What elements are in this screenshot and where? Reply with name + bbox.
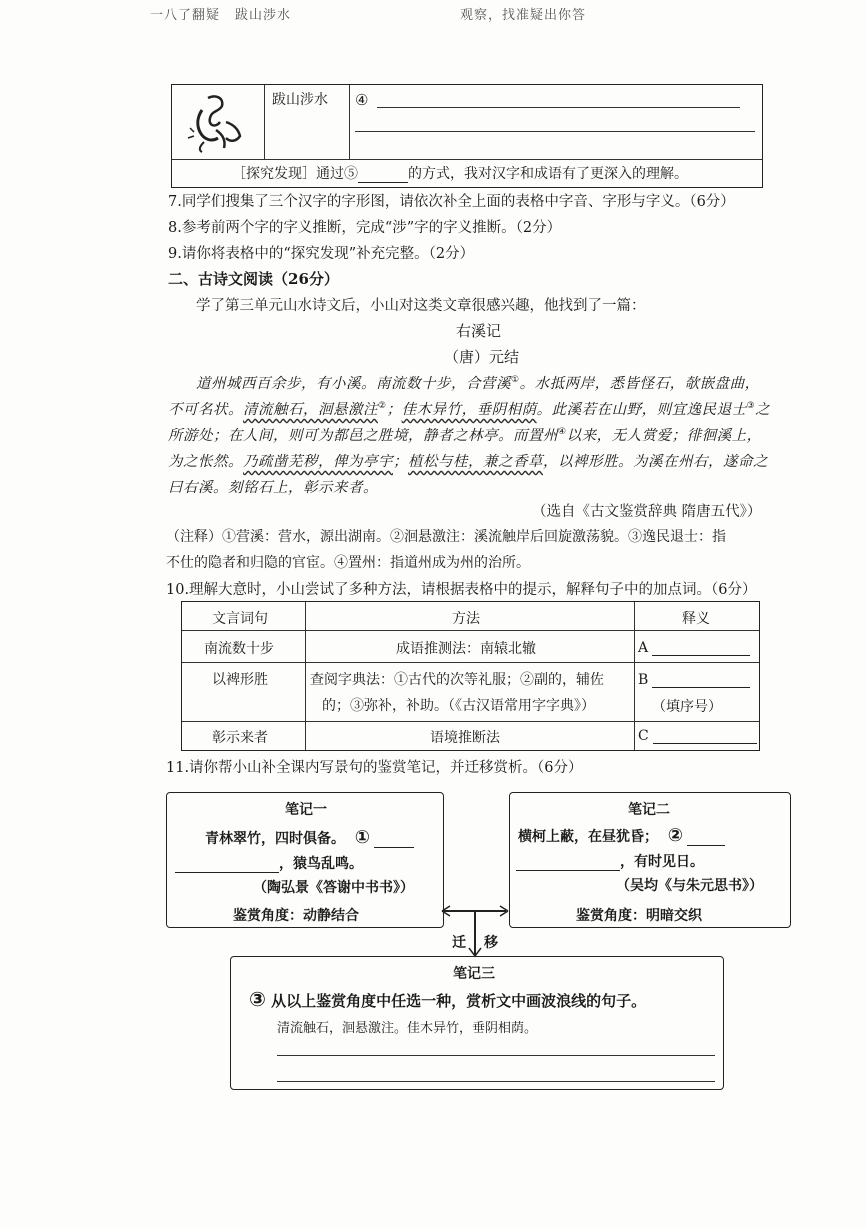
answer-2-blank-2[interactable]	[516, 870, 620, 871]
note-three-title: 笔记三	[453, 966, 495, 982]
question-7: 7.同学们搜集了三个汉字的字形图，请依次补全上面的表格中字音、字形与字义。（6分）	[168, 194, 735, 210]
question-8: 8.参考前两个字的字义推断，完成“涉”字的字义推断。（2分）	[168, 220, 562, 236]
wavy-sentence-2: 佳木异竹，垂阴相荫	[401, 402, 537, 418]
row2-phrase: 以裨形胜	[212, 672, 268, 688]
passage-line-3: 所游处；在人间，则可为都邑之胜境，静者之林亭。而置州④以来，无人赏爱；徘徊溪上，	[168, 427, 762, 444]
passage-line-2: 不可名状。清流触石，洄悬激注②；佳木异竹，垂阴相荫。此溪若在山野，则宜逸民退士③之	[168, 401, 771, 418]
answer-4-label: ④	[355, 91, 369, 109]
note-one-box	[166, 792, 444, 928]
note-one-line-2: ，猿鸟乱鸣。	[175, 853, 363, 873]
notes-line-2: 不仕的隐者和归隐的官宦。④置州：指道州成为州的治所。	[166, 555, 530, 571]
character-table	[171, 84, 763, 188]
wavy-sentence-4: 植松与桂，兼之香草	[408, 454, 543, 470]
row2-answer-note: （填序号）	[652, 699, 722, 715]
row2-method-1: 查阅字典法：①古代的次等礼服；②副的，辅佐	[310, 672, 604, 688]
row1-method: 成语推测法：南辕北辙	[396, 641, 536, 657]
answer-3-line-2[interactable]	[277, 1081, 715, 1082]
note-two-line-1: 横柯上蔽，在昼犹昏； ②	[518, 825, 725, 846]
note-one-title: 笔记一	[285, 802, 327, 818]
header-phrase: 文言词句	[212, 611, 268, 627]
question-10: 10.理解大意时，小山尝试了多种方法，请根据表格中的提示，解释句子中的加点词。（6分）	[166, 582, 757, 598]
row2-method-2: 的；③弥补，补助。（《古汉语常用字字典》）	[322, 698, 595, 714]
answer-5-blank[interactable]	[358, 182, 408, 183]
note-one-line-1: 青林翠竹，四时俱备。 ①	[205, 827, 414, 848]
row1-answer: A	[638, 640, 750, 656]
passage-author: （唐）元结	[444, 348, 520, 366]
row1-phrase: 南流数十步	[204, 641, 274, 657]
answer-b-blank[interactable]	[652, 687, 750, 688]
note-three-sentence: 清流触石，洄悬激注。佳木异竹，垂阴相荫。	[277, 1021, 538, 1036]
answer-4-line[interactable]	[377, 107, 740, 108]
note-two-box	[509, 792, 791, 928]
passage-line-5: 曰右溪。刻铭石上，彰示来者。	[168, 480, 378, 496]
note-two-source: （吴均《与朱元思书》）	[616, 878, 763, 894]
top-strip-text-2: 跋山涉水	[235, 8, 292, 23]
row2-answer: B	[638, 672, 750, 688]
top-strip-text-1: 一八了翻疑	[150, 8, 221, 23]
note-one-source: （陶弘景《答谢中书书》）	[253, 880, 414, 896]
ancient-glyph-image	[186, 92, 246, 154]
idiom-word: 跋山涉水	[272, 92, 328, 108]
transfer-label-1: 迁	[452, 935, 466, 951]
method-table	[181, 601, 760, 751]
note-three-prompt: ③ 从以上鉴赏角度中任选一种，赏析文中画波浪线的句子。	[249, 987, 647, 1011]
wavy-sentence-1: 清流触石，洄悬激注	[243, 402, 378, 418]
answer-c-blank[interactable]	[653, 743, 757, 744]
answer-2-blank[interactable]	[687, 845, 725, 846]
answer-4-line-2[interactable]	[355, 131, 755, 132]
passage-line-1: 道州城西百余步，有小溪。南流数十步，合营溪①。水抵两岸，悉皆怪石，欹嵌盘曲，	[196, 375, 760, 392]
transfer-label-2: 移	[484, 935, 498, 951]
explore-finding: ［探究发现］通过⑤ 的方式，我对汉字和成语有了更深入的理解。	[232, 166, 688, 182]
note-one-angle: 鉴赏角度：动静结合	[233, 908, 359, 924]
note-two-title: 笔记二	[628, 802, 670, 818]
note-three-box	[230, 956, 724, 1090]
note-two-line-2: ，有时见日。	[516, 851, 704, 871]
answer-a-blank[interactable]	[652, 655, 750, 656]
notes-line-1: （注释）①营溪：营水，源出湖南。②洄悬激注：溪流触岸后回旋激荡貌。③逸民退士：指	[166, 529, 726, 545]
answer-3-line-1[interactable]	[277, 1055, 715, 1056]
row3-answer: C	[638, 728, 757, 744]
answer-1-blank[interactable]	[374, 847, 414, 848]
header-method: 方法	[452, 611, 480, 627]
question-11: 11.请你帮小山补全课内写景句的鉴赏笔记，并迁移赏析。（6分）	[166, 760, 583, 776]
note-two-angle: 鉴赏角度：明暗交织	[576, 908, 702, 924]
passage-title: 右溪记	[456, 322, 502, 340]
section-heading: 二、古诗文阅读（26分）	[168, 270, 339, 288]
row3-phrase: 彰示来者	[212, 730, 268, 746]
wavy-sentence-3: 乃疏凿芜秽，俾为亭宇	[243, 454, 393, 470]
passage-line-4: 为之怅然。乃疏凿芜秽，俾为亭宇；植松与桂，兼之香草，以裨形胜。为溪在州右，遂命之	[168, 454, 768, 470]
question-9: 9.请你将表格中的“探究发现”补充完整。（2分）	[168, 246, 475, 262]
top-strip-text-3: 观察，找准疑出你答	[460, 8, 587, 23]
header-meaning: 释义	[682, 611, 710, 627]
row3-method: 语境推断法	[430, 730, 500, 746]
passage-source: （选自《古文鉴赏辞典 隋唐五代》）	[532, 504, 762, 520]
section-intro: 学了第三单元山水诗文后，小山对这类文章很感兴趣，他找到了一篇：	[196, 298, 646, 314]
answer-1-blank-2[interactable]	[175, 872, 279, 873]
